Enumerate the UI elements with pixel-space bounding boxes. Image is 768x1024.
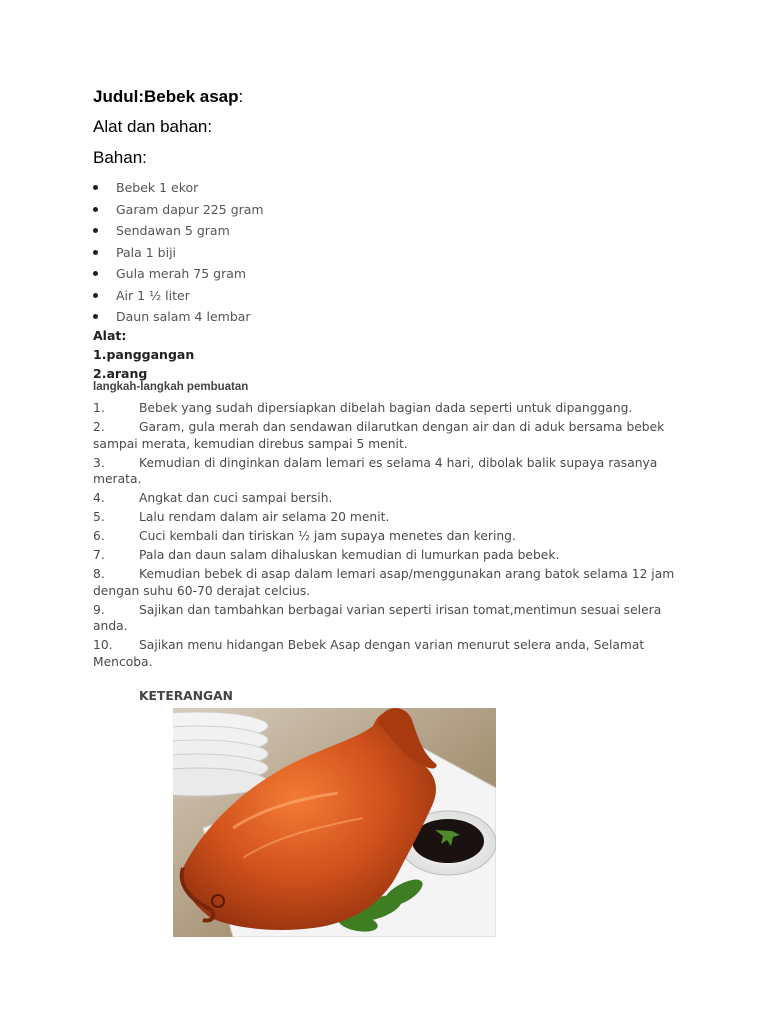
list-item: Air 1 ½ liter	[93, 287, 264, 309]
alat-heading: Alat:	[93, 328, 127, 343]
bahan-list	[93, 179, 264, 330]
list-item: Garam dapur 225 gram	[93, 201, 264, 223]
list-item: Pala 1 biji	[93, 244, 264, 266]
alat-item: 1.panggangan	[93, 347, 195, 362]
step-item: 1. Bebek yang sudah dipersiapkan dibelah bagian dada seperti untuk dipanggang.	[93, 401, 633, 415]
step-item: 10. Sajikan menu hidangan Bebek Asap dengan varian menurut selera anda, Selamat Mencoba.	[93, 638, 645, 669]
list-item: Gula merah 75 gram	[93, 265, 264, 287]
step-item: 3. Kemudian di dinginkan dalam lemari es selama 4 hari, dibolak balik supaya rasanya merata.	[93, 455, 658, 486]
bullet-icon	[93, 271, 98, 276]
step-item: 7. Pala dan daun salam dihaluskan kemudian di lumurkan pada bebek.	[93, 548, 560, 562]
step-item: 2. Garam, gula merah dan sendawan dilarutkan dengan air dan di aduk bersama bebek sampai merata, kemudian direbus sampai 5 menit.	[93, 420, 665, 451]
bullet-icon	[93, 293, 98, 298]
step-item: 4. Angkat dan cuci sampai bersih.	[93, 491, 333, 505]
heading-tools-materials: Alat dan bahan:	[93, 117, 213, 136]
step-item: 9. Sajikan dan tambahkan berbagai varian seperti irisan tomat,mentimun sesuai selera anda.	[93, 602, 662, 633]
keterangan-label: KETERANGAN	[139, 689, 233, 703]
steps-heading: langkah-langkah pembuatan	[93, 381, 249, 393]
bullet-icon	[93, 207, 98, 212]
heading-bahan: Bahan:	[93, 148, 147, 167]
document-title: Judul:Bebek asap:	[93, 87, 244, 106]
step-item: 5. Lalu rendam dalam air selama 20 menit.	[93, 510, 390, 524]
bullet-icon	[93, 314, 98, 319]
bullet-icon	[93, 250, 98, 255]
list-item: Daun salam 4 lembar	[93, 308, 264, 330]
bullet-icon	[93, 228, 98, 233]
bullet-icon	[93, 185, 98, 190]
step-item: 8. Kemudian bebek di asap dalam lemari asap/menggunakan arang batok selama 12 jam dengan suhu 60-70 derajat celcius.	[93, 567, 675, 598]
alat-item: 2.arang	[93, 366, 148, 381]
roast-duck-photo	[173, 708, 496, 937]
list-item: Sendawan 5 gram	[93, 222, 264, 244]
list-item: Bebek 1 ekor	[93, 179, 264, 201]
step-item: 6. Cuci kembali dan tiriskan ½ jam supaya menetes dan kering.	[93, 529, 516, 543]
steps-list	[93, 400, 685, 673]
